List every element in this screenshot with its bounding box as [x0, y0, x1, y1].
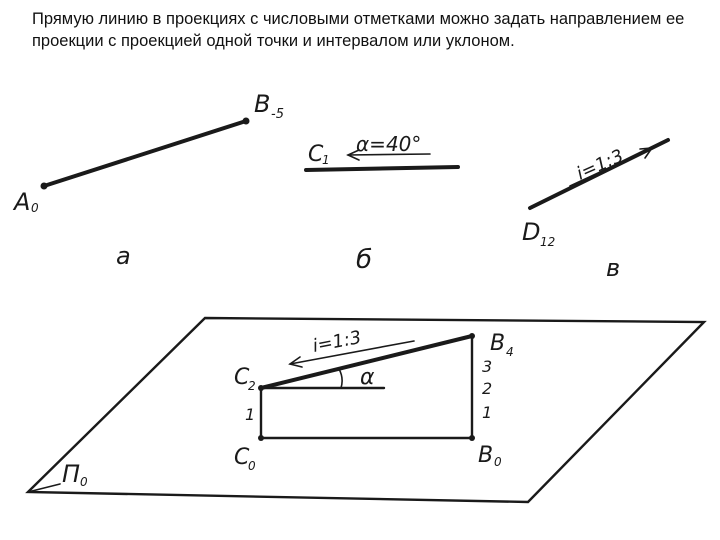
- label-c0-mark: 0: [248, 459, 256, 473]
- label-b-mark: -5: [271, 107, 284, 122]
- angle-arc: [339, 369, 342, 388]
- point-a: [41, 183, 48, 190]
- label-b4: B: [490, 331, 506, 356]
- point-b0: [469, 435, 475, 441]
- label-b0-mark: 0: [494, 455, 502, 469]
- slope-label-bottom: i=1:3: [310, 326, 364, 357]
- label-c0: C: [234, 445, 250, 470]
- label-c2: C: [234, 365, 250, 390]
- angle-label: α=40°: [356, 132, 422, 156]
- label-a: A: [14, 188, 31, 216]
- slope-label: i=1:3: [573, 145, 627, 185]
- right-height-mark-3: 3: [482, 357, 493, 376]
- right-height-mark-1: 1: [482, 403, 493, 422]
- plane-label: П: [62, 460, 81, 488]
- label-b4-mark: 4: [506, 345, 514, 359]
- plane-label-mark: 0: [80, 475, 88, 489]
- caption-c: в: [606, 254, 621, 282]
- label-b0: B: [478, 443, 494, 468]
- point-c2: [258, 385, 264, 391]
- label-d: D: [522, 218, 541, 246]
- label-c2-mark: 2: [248, 379, 256, 393]
- label-b: B: [254, 90, 271, 118]
- point-b4: [469, 333, 475, 339]
- line-ab: [44, 121, 246, 186]
- label-c-mark: 1: [322, 153, 330, 167]
- figure-bottom: [28, 318, 704, 502]
- figure-a: [12, 90, 284, 270]
- right-height-mark-2: 2: [482, 379, 493, 398]
- caption-a: а: [116, 242, 131, 270]
- figure-b: [306, 132, 458, 275]
- intro-paragraph: Прямую линию в проекциях с числовыми отметками можно задать направлением ее проекции с проекцией одной точки и интервалом или уклоном.: [32, 10, 685, 50]
- point-c0: [258, 435, 264, 441]
- plane-p0: [28, 318, 704, 502]
- label-a-mark: 0: [31, 201, 39, 215]
- caption-b: б: [356, 245, 373, 275]
- left-height-mark: 1: [245, 405, 256, 424]
- angle-label-bottom: α: [360, 365, 375, 390]
- figure-c: [522, 140, 668, 282]
- label-c: C: [308, 142, 324, 167]
- line-c: [306, 167, 458, 170]
- point-b: [243, 118, 250, 125]
- label-d-mark: 12: [540, 235, 556, 249]
